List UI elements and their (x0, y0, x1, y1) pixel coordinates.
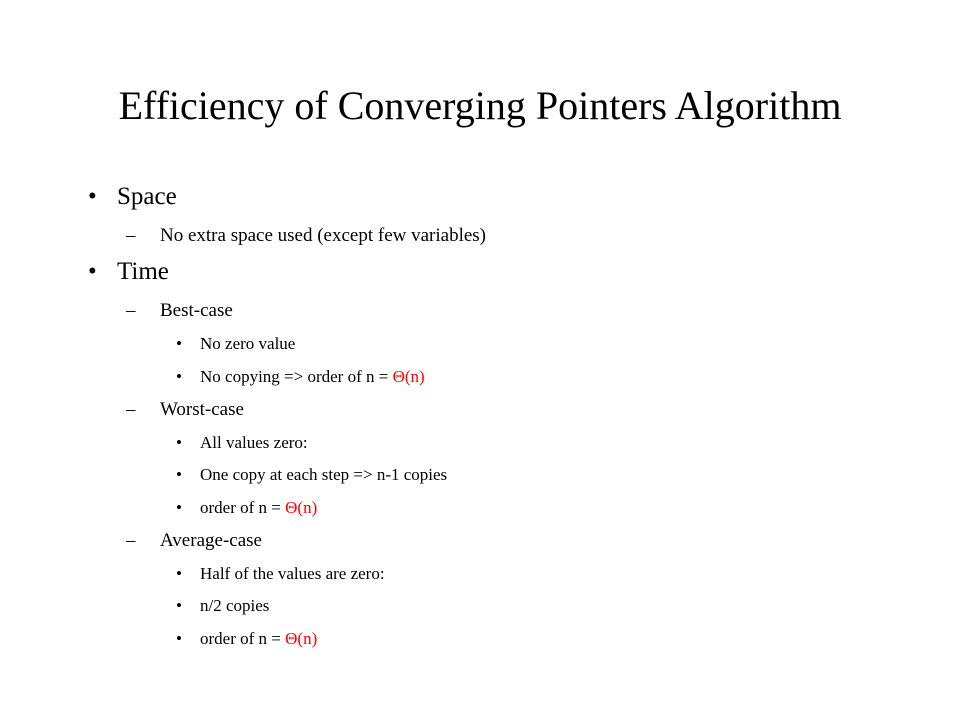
bullet-marker: • (88, 258, 97, 285)
dash-marker: – (126, 300, 136, 321)
bullet-marker: • (176, 334, 182, 353)
dash-marker: – (126, 530, 136, 551)
bullet-marker: • (176, 629, 182, 648)
theta-notation: Θ(n) (285, 629, 318, 648)
average-case-item-line (200, 628, 317, 650)
bullet-marker: • (176, 596, 182, 615)
average-case-label: Average-case (160, 530, 262, 551)
bullet-space-label: Space (117, 183, 177, 210)
bullet-marker: • (176, 564, 182, 583)
worst-case-item-text: One copy at each step => n-1 copies (200, 465, 448, 484)
theta-notation: Θ(n) (285, 498, 318, 517)
best-case-label: Best-case (160, 300, 233, 321)
slide-title: Efficiency of Converging Pointers Algorithm (118, 83, 842, 128)
bullet-marker: • (176, 465, 182, 484)
worst-case-item-line (200, 497, 317, 519)
worst-case-item-text: order of n = (200, 498, 286, 517)
space-detail-text: No extra space used (except few variables) (160, 225, 487, 246)
worst-case-item-text: All values zero: (200, 433, 308, 452)
best-case-item-text: No zero value (200, 334, 296, 353)
average-case-item-text: order of n = (200, 629, 286, 648)
bullet-time-label: Time (117, 258, 169, 285)
dash-marker: – (126, 399, 136, 420)
dash-marker: – (126, 225, 136, 246)
bullet-marker: • (176, 367, 182, 386)
best-case-item-line (200, 366, 425, 388)
bullet-marker: • (88, 183, 97, 210)
best-case-item-text: No copying => order of n = (200, 367, 393, 386)
bullet-marker: • (176, 498, 182, 517)
bullet-marker: • (176, 433, 182, 452)
average-case-item-text: n/2 copies (200, 596, 270, 615)
average-case-item-text: Half of the values are zero: (200, 564, 385, 583)
theta-notation: Θ(n) (392, 367, 425, 386)
worst-case-label: Worst-case (160, 399, 244, 420)
